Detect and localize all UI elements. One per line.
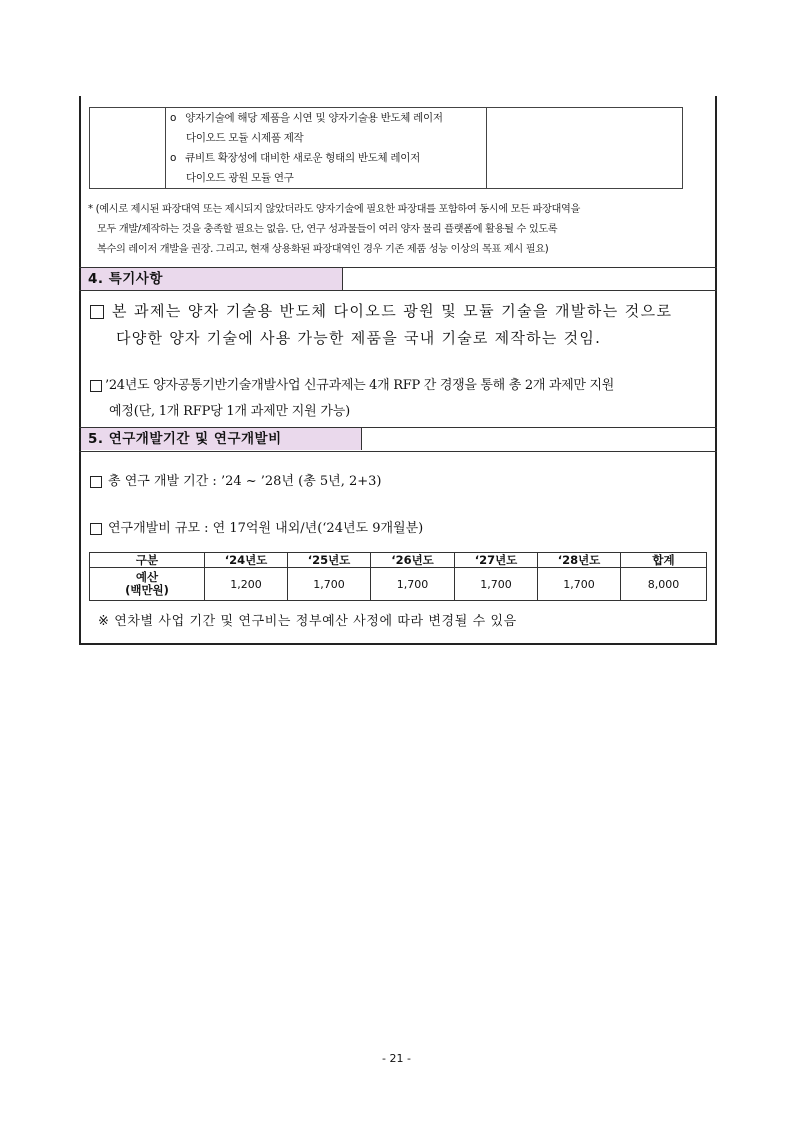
checkbox-icon [90,305,104,319]
table-cell: 1,700 [455,568,538,601]
table-header-row [90,553,707,568]
section-4-item-1-continuation: 다양한 양자 기술에 사용 가능한 제품을 국내 기술로 제작하는 것임. [116,329,602,347]
table-cell: 1,200 [205,568,288,601]
table-cell: 8,000 [621,568,707,601]
research-period [90,470,382,489]
column-header: 합계 [621,553,707,568]
table-cell: 1,700 [371,568,455,601]
table-row [90,568,707,601]
checkbox-icon [90,380,102,392]
column-header: ‘27년도 [455,553,538,568]
row-label [90,568,205,601]
budget-table [89,552,707,601]
top-table-left-cell [90,108,166,189]
table-cell: 1,700 [288,568,371,601]
item-text: ’24년도 양자공통기반기술개발사업 신규과제는 4개 RFP 간 경쟁을 통해 총 2개 과제만 지원 [105,378,615,393]
bullet-text-continuation: 다이오드 모듈 시제품 제작 [186,132,304,144]
page-number: - 21 - [382,1052,411,1065]
column-header: ‘28년도 [538,553,621,568]
bullet-text-continuation: 다이오드 광원 모듈 연구 [186,172,294,184]
item-text: 총 연구 개발 기간 : ’24 ~ ’28년 (총 5년, 2+3) [108,474,382,489]
item-text: 본 과제는 양자 기술용 반도체 다이오드 광원 및 모듈 기술을 개발하는 것으로 [112,302,673,320]
section-divider [79,451,717,452]
section-4-title: 4. 특기사항 [81,268,343,290]
section-5-title: 5. 연구개발기간 및 연구개발비 [81,428,362,450]
research-budget-scale [90,517,423,536]
item-text: 연구개발비 규모 : 연 17억원 내외/년(‘24년도 9개월분) [108,521,424,536]
section-divider [79,290,717,291]
column-header: ‘26년도 [371,553,455,568]
bullet-marker: o [170,152,177,164]
note-line: * (예시로 제시된 파장대역 또는 제시되지 않았더라도 양자기술에 필요한 파장대를 포함하여 동시에 모든 파장대역을 [88,204,580,215]
bullet-item [170,108,486,128]
checkbox-icon [90,476,102,488]
row-label-line: 예산 [135,570,159,584]
row-label-line: (백만원) [125,583,169,597]
note-line: 복수의 레이저 개발을 권장. 그리고, 현재 상용화된 파장대역인 경우 기존 제품 성능 이상의 목표 제시 필요) [97,244,549,255]
bullet-item [170,148,486,168]
note-line: 모두 개발/제작하는 것을 충족할 필요는 없음. 단, 연구 성과물들이 여러 양자 물리 플랫폼에 활용될 수 있도록 [97,224,558,235]
top-table-content-cell [166,108,487,189]
section-4-item-1 [90,300,672,321]
top-table [89,107,683,189]
top-table-right-cell [487,108,683,189]
column-header: 구분 [90,553,205,568]
bullet-marker: o [170,112,177,124]
table-cell: 1,700 [538,568,621,601]
bullet-text: 양자기술에 해당 제품을 시연 및 양자기술용 반도체 레이저 [185,112,443,124]
section-4-item-2-continuation: 예정(단, 1개 RFP당 1개 과제만 지원 가능) [109,404,351,419]
column-header: ‘24년도 [205,553,288,568]
column-header: ‘25년도 [288,553,371,568]
bullet-text: 큐비트 확장성에 대비한 새로운 형태의 반도체 레이저 [185,152,420,164]
budget-footnote: ※ 연차별 사업 기간 및 연구비는 정부예산 사정에 따라 변경될 수 있음 [98,614,517,629]
section-4-item-2 [90,374,614,393]
checkbox-icon [90,523,102,535]
